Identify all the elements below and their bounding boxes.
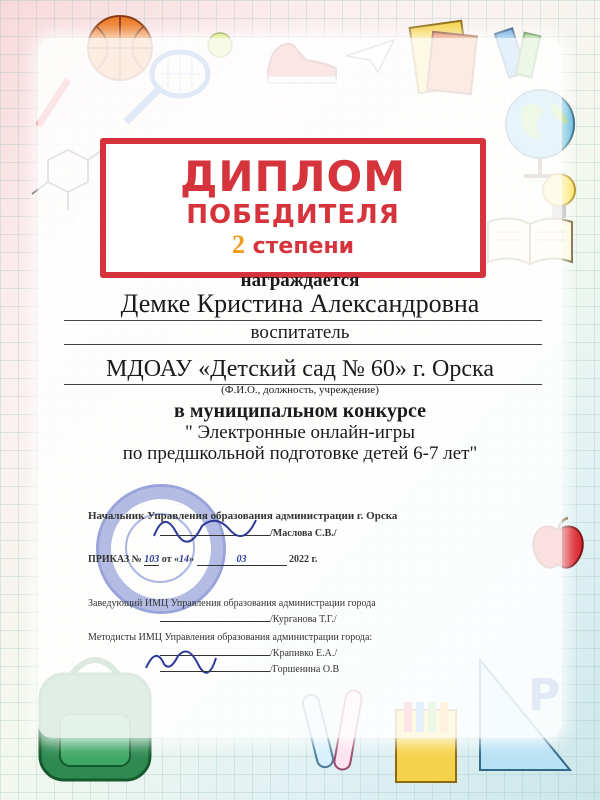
deputy-sign-line bbox=[160, 614, 337, 625]
order-from: от « bbox=[161, 554, 179, 565]
deputy-title: Заведующий ИМЦ Управления образования администрации города bbox=[88, 598, 376, 609]
contest-line2: по предшкольной подготовке детей 6-7 лет" bbox=[122, 443, 478, 464]
head-title: Начальник Управления образования администрации г. Орска bbox=[88, 510, 398, 522]
deputy-name: /Курганова Т.Г./ bbox=[270, 614, 337, 625]
diploma-subtitle: ПОБЕДИТЕЛЯ bbox=[186, 200, 400, 230]
diploma-degree bbox=[106, 230, 480, 260]
diploma-title: ДИПЛОМ bbox=[179, 152, 407, 201]
recipient-position: воспитатель bbox=[250, 322, 350, 343]
head-name: /Маслова С.В./ bbox=[270, 528, 337, 539]
order-day: 14 bbox=[179, 554, 189, 565]
contest-line1: " Электронные онлайн-игры bbox=[185, 422, 415, 443]
awarded-label: награждается bbox=[240, 270, 360, 291]
order-label: ПРИКАЗ № bbox=[88, 554, 142, 565]
methodists-title: Методисты ИМЦ Управления образования администрации города: bbox=[88, 632, 373, 643]
contest-intro: в муниципальном конкурсе bbox=[174, 400, 426, 422]
recipient-name: Демке Кристина Александровна bbox=[120, 289, 480, 318]
title-box bbox=[100, 138, 486, 278]
fio-caption: (Ф.И.О., должность, учреждение) bbox=[221, 384, 379, 396]
methodist2-sign-line bbox=[160, 664, 339, 675]
methodist1-name: /Крапивко Е.А./ bbox=[270, 648, 338, 659]
order-year: 2022 г. bbox=[289, 554, 318, 565]
order-number: 103 bbox=[144, 554, 160, 565]
signature-mark-1 bbox=[150, 506, 260, 546]
recipient-institution: МДОАУ «Детский сад № 60» г. Орска bbox=[106, 356, 494, 382]
order-month: 03 bbox=[197, 554, 287, 566]
methodist2-name: /Горшенина О.В bbox=[270, 664, 340, 675]
position-underline bbox=[64, 344, 542, 345]
degree-number: 2 bbox=[231, 230, 245, 259]
name-underline bbox=[64, 320, 542, 321]
order-line: ПРИКАЗ № 103 от «14» 03 2022 г. bbox=[88, 554, 318, 565]
degree-word: степени bbox=[252, 234, 355, 259]
official-stamp bbox=[96, 484, 226, 614]
